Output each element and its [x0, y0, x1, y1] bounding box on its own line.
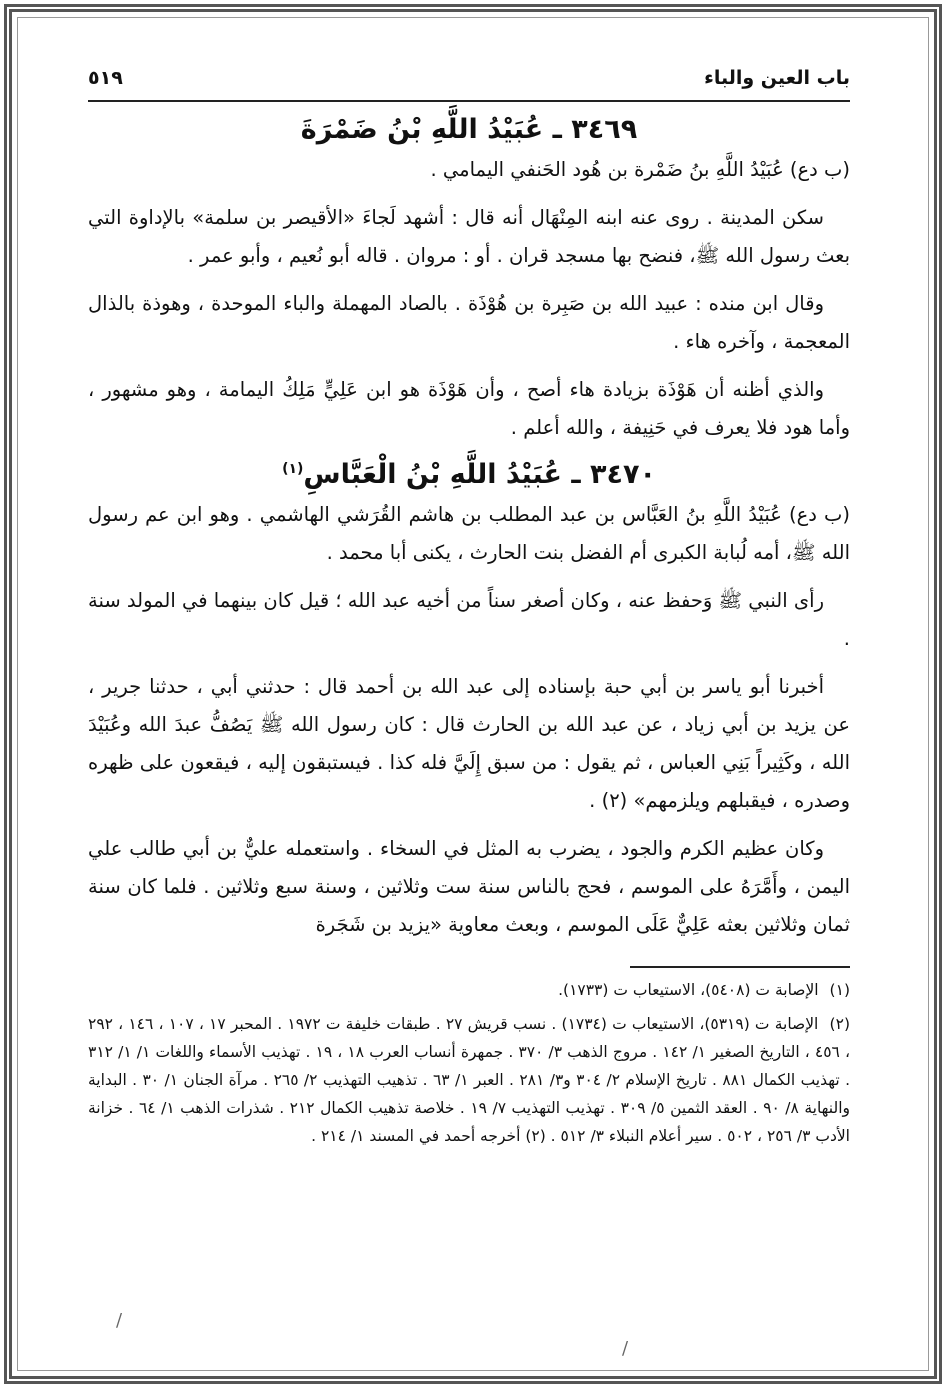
footnote-number: (١): [829, 981, 850, 999]
book-page: [88, 64, 850, 1364]
footnote-1: [88, 976, 850, 1004]
entry-3469-paragraph: سكن المدينة . روى عنه ابنه المِنْهَال أنه قال : أشهد لَجاءَ «الأقيصر بن سلمة» بالإداوة التي بعث رسول الله ﷺ، فنضح بها مسجد قران . أو : مروان . قاله أبو نُعيم ، وأبو عمر .: [88, 206, 850, 267]
entry-3470-paragraph: (ب دع) عُبَيْدُ اللَّهِ بنُ العَبَّاس بن عبد المطلب بن هاشم القُرَشي الهاشمي . وهو ابن عم رسول الله ﷺ، أمه لُبابة الكبرى أم الفضل بنت الحارث ، يكنى أبا محمد .: [88, 503, 850, 564]
page-number: ٥١٩: [88, 67, 123, 89]
entry-3469-paragraph: والذي أظنه أن هَوْذَة بزيادة هاء أصح ، وأن هَوْذَة هو ابن عَلِيٍّ مَلِكُ اليمامة ، وهو مشهور ، وأما هود فلا يعرف في حَنِيفة ، والله أعلم .: [88, 378, 850, 439]
entry-3470-paragraph: رأى النبي ﷺ وَحفظ عنه ، وكان أصغر سناً من أخيه عبد الله ؛ قيل كان بينهما في المولد سنة .: [88, 589, 850, 650]
footnote-ref: (١): [282, 461, 304, 477]
scan-mark: /: [622, 1338, 629, 1359]
footnote-text: الإصابة ت (٥٣١٩)، الاستيعاب ت (١٧٣٤) . نسب قريش ٢٧ . طبقات خليفة ت ١٩٧٢ . المحبر ١٧ ، ١٠٧ ، ١٤٦ ، ٢٩٢ ، ٤٥٦ ، التاريخ الصغير ١/ ١٤٢ . مروج الذهب ٣/ ٣٧٠ . جمهرة أنساب العرب ١٨ ، ١٩ . تهذيب الأسماء واللغات ١/ ١/ ٣١٢ . تهذيب الكمال ٨٨١ . تاريخ الإسلام ٢/ ٣٠٤ و٣/ ٢٨١ . العبر ١/ ٦٣ . تذهيب التهذيب ٢/ ٢٦٥ . مرآة الجنان ١/ ٣٠ . البداية والنهاية ٨/ ٩٠ . العقد الثمين ٥/ ٣٠٩ . تهذيب التهذيب ٧/ ١٩ . خلاصة تذهيب الكمال ٢١٢ . شذرات الذهب ١/ ٦٤ . خزانة الأدب ٣/ ٢٥٦ ، ٥٠٢ . سير أعلام النبلاء ٣/ ٥١٢ . (٢) أخرجه أحمد في المسند ١/ ٢١٤ .: [88, 1015, 851, 1145]
footnote-2: [88, 1010, 850, 1150]
page-header: [88, 64, 850, 102]
entry-3470-paragraph: وكان عظيم الكرم والجود ، يضرب به المثل في السخاء . واستعمله عليٌّ بن أبي طالب علي اليمن ، وأَمَّرَهُ على الموسم ، فحج بالناس سنة ست وثلاثين ، وسنة سبع وثلاثين . فلما كان سنة ثمان وثلاثين بعثه عَلِيٌّ عَلَى الموسم ، وبعث معاوية «يزيد بن شَجَرة: [88, 837, 850, 936]
entry-3469-paragraph: وقال ابن منده : عبيد الله بن صَبِرة بن هُوْذَة . بالصاد المهملة والباء الموحدة ، وهوذة بالذال المعجمة ، وآخره هاء .: [88, 292, 850, 353]
footnote-separator: [630, 966, 850, 968]
entry-title-3470: [88, 459, 850, 490]
entry-title-text: ٣٤٧٠ ـ عُبَيْدُ اللَّهِ بْنُ الْعَبَّاسِ: [303, 459, 656, 490]
chapter-title: باب العين والباء: [704, 67, 850, 89]
footnote-number: (٢): [829, 1015, 850, 1033]
entry-3470-paragraph: أخبرنا أبو ياسر بن أبي حبة بإسناده إلى عبد الله بن أحمد قال : حدثني أبي ، حدثنا جرير ، عن يزيد بن أبي زياد ، عن عبد الله بن الحارث قال : كان رسول الله ﷺ يَصُفُّ عبدَ الله وعُبَيْدَ الله ، وكَثِيراً بَنِي العباس ، ثم يقول : من سبق إِلَيَّ فله كذا . فيستبقون إليه ، فيقعون على ظهره وصدره ، فيقبلهم ويلزمهم» (٢) .: [88, 675, 850, 812]
entry-title-3469: [88, 114, 850, 145]
entry-3469-paragraph: (ب دع) عُبَيْدُ اللَّهِ بنُ ضَمْرة بن هُود الحَنفي اليمامي .: [430, 158, 850, 181]
scan-mark: /: [116, 1310, 123, 1331]
entry-title-text: ٣٤٦٩ ـ عُبَيْدُ اللَّهِ بْنُ ضَمْرَةَ: [300, 114, 638, 145]
footnote-text: الإصابة ت (٥٤٠٨)، الاستيعاب ت (١٧٣٣).: [558, 981, 819, 999]
